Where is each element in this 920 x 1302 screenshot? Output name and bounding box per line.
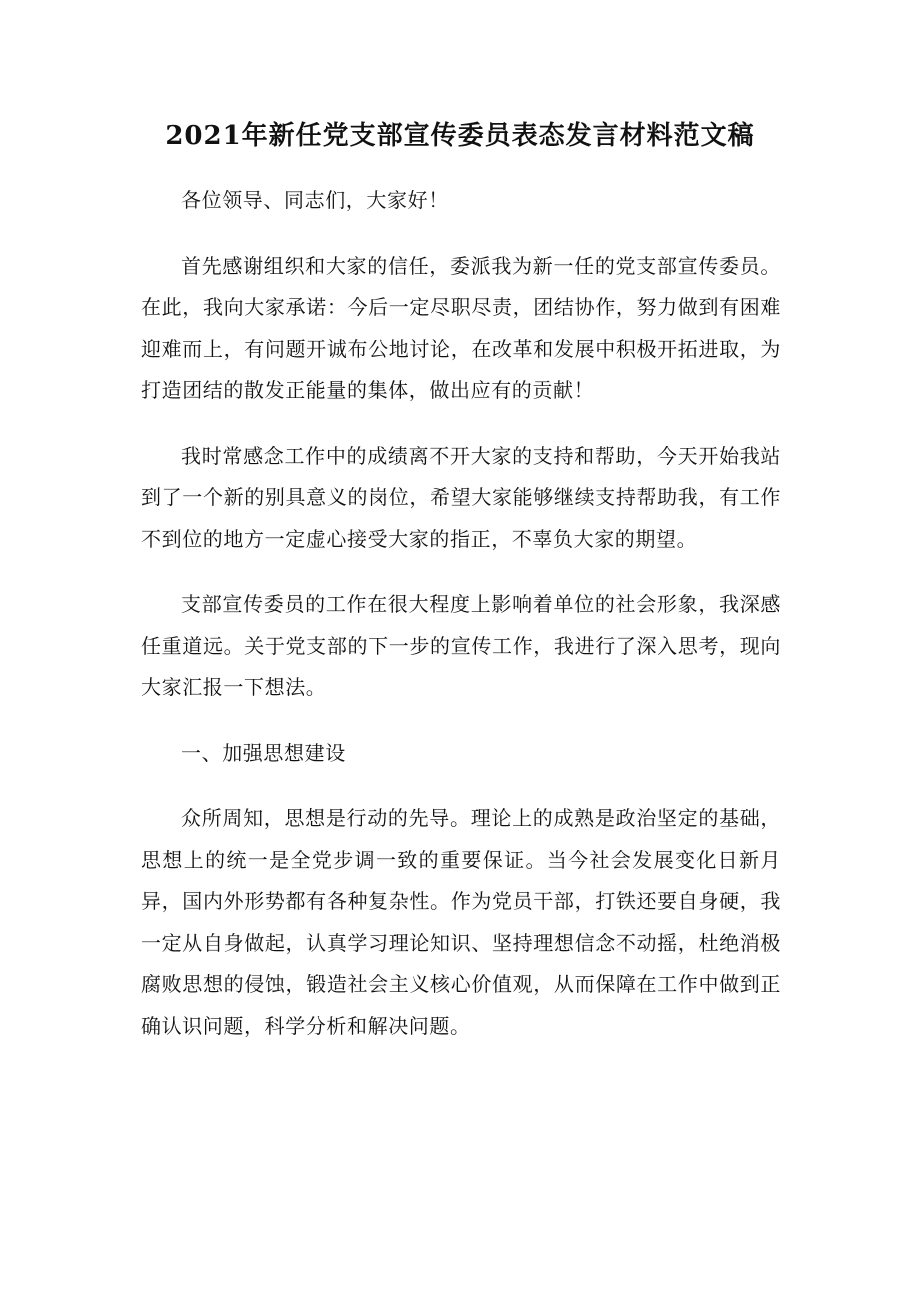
greeting-paragraph: 各位领导、同志们，大家好！ (181, 188, 449, 212)
section-heading: 一、加强思想建设 (181, 740, 346, 765)
document-body (141, 180, 781, 1071)
gratitude-paragraph: 我时常感念工作中的成绩离不开大家的支持和帮助，今天开始我站到了一个新的别具意义的岗位，希望大家能够继续支持帮助我，有工作不到位的地方一定虚心接受大家的指正，不辜负大家的期望。 (141, 443, 781, 551)
document-title: 2021年新任党支部宣传委员表态发言材料范文稿 (165, 121, 755, 151)
thanks-paragraph: 首先感谢组织和大家的信任，委派我为新一任的党支部宣传委员。在此，我向大家承诺：今后一定尽职尽责，团结协作，努力做到有困难迎难而上，有问题开诚布公地讨论，在改革和发展中积极开拓进取，为打造团结的散发正能量的集体，做出应有的贡献！ (141, 253, 781, 402)
responsibility-paragraph: 支部宣传委员的工作在很大程度上影响着单位的社会形象，我深感任重道远。关于党支部的下一步的宣传工作，我进行了深入思考，现向大家汇报一下想法。 (141, 592, 781, 699)
ideology-paragraph: 众所周知，思想是行动的先导。理论上的成熟是政治坚定的基础，思想上的统一是全党步调一致的重要保证。当今社会发展变化日新月异，国内外形势都有各种复杂性。作为党员干部，打铁还要自身硬，我一定从自身做起，认真学习理论知识、坚持理想信念不动摇，杜绝消极腐败思想的侵蚀，锻造社会主义核心价值观，从而保障在工作中做到正确认识问题，科学分析和解决问题。 (141, 806, 781, 1038)
